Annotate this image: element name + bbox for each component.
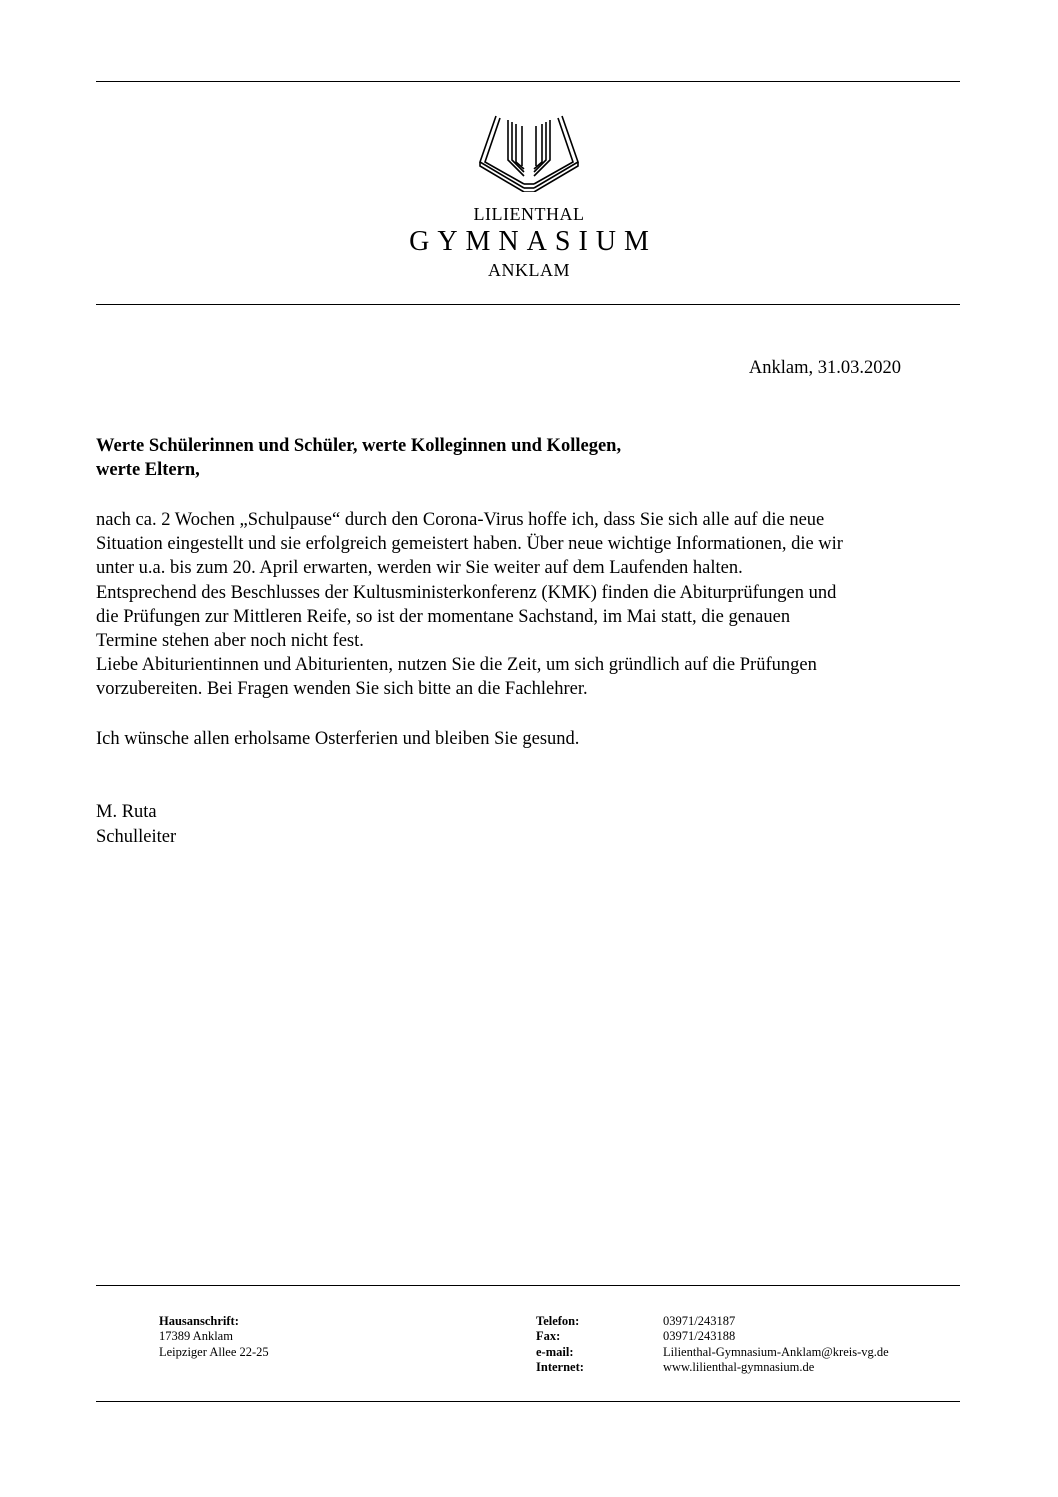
website-link[interactable]: www.lilienthal-gymnasium.de xyxy=(663,1360,815,1375)
address-line1: 17389 Anklam xyxy=(159,1329,233,1344)
school-name-line3: ANKLAM xyxy=(488,260,570,280)
fax-label: Fax: xyxy=(536,1329,561,1344)
internet-label: Internet: xyxy=(536,1360,584,1375)
top-divider xyxy=(96,81,960,82)
footer-address xyxy=(159,1314,269,1360)
body-line: vorzubereiten. Bei Fragen wenden Sie sich bitte an die Fachlehrer. xyxy=(96,679,588,700)
phone-value: 03971/243187 xyxy=(663,1314,736,1328)
signer-name: M. Ruta xyxy=(96,802,157,822)
salutation xyxy=(96,434,956,482)
footer-contact-labels xyxy=(536,1314,584,1376)
school-name-line2: GYMNASIUM xyxy=(409,226,657,257)
footer-top-divider xyxy=(96,1285,960,1286)
open-book-logo-icon xyxy=(478,114,580,192)
footer-bottom-divider xyxy=(96,1401,960,1402)
footer-contact-values xyxy=(663,1314,889,1376)
body-line: nach ca. 2 Wochen „Schulpause“ durch den Corona-Virus hoffe ich, dass Sie sich alle auf die neue xyxy=(96,510,825,530)
header-divider xyxy=(96,304,960,305)
salutation-line1: Werte Schülerinnen und Schüler, werte Kolleginnen und Kollegen, xyxy=(96,436,622,456)
closing-sentence: Ich wünsche allen erholsame Osterferien und bleiben Sie gesund. xyxy=(96,729,580,749)
body-line: Entsprechend des Beschlusses der Kultusministerkonferenz (KMK) finden die Abiturprüfungen und xyxy=(96,582,837,603)
fax-value: 03971/243188 xyxy=(663,1329,736,1344)
body-line: Liebe Abiturientinnen und Abiturienten, nutzen Sie die Zeit, um sich gründlich auf die Prüfungen xyxy=(96,655,817,676)
salutation-line2: werte Eltern, xyxy=(96,460,200,480)
body-line: Termine stehen aber noch nicht fest. xyxy=(96,631,364,652)
letter-body xyxy=(96,508,966,702)
body-line: Situation eingestellt und sie erfolgreich gemeistert haben. Über neue wichtige Informationen, die wir xyxy=(96,534,843,555)
letter-date: Anklam, 31.03.2020 xyxy=(748,358,901,378)
address-line2: Leipziger Allee 22-25 xyxy=(159,1344,269,1359)
signer-title: Schulleiter xyxy=(96,826,177,847)
phone-label: Telefon: xyxy=(536,1314,580,1328)
email-label: e-mail: xyxy=(536,1344,574,1359)
address-label: Hausanschrift: xyxy=(159,1314,239,1328)
school-name-line1: LILIENTHAL xyxy=(473,204,585,224)
body-line: die Prüfungen zur Mittleren Reife, so ist der momentane Sachstand, im Mai statt, die genauen xyxy=(96,606,791,627)
email-link[interactable]: Lilienthal-Gymnasium-Anklam@kreis-vg.de xyxy=(663,1344,889,1359)
signature-block xyxy=(96,800,176,849)
body-line: unter u.a. bis zum 20. April erwarten, werden wir Sie weiter auf dem Laufenden halten. xyxy=(96,558,743,579)
